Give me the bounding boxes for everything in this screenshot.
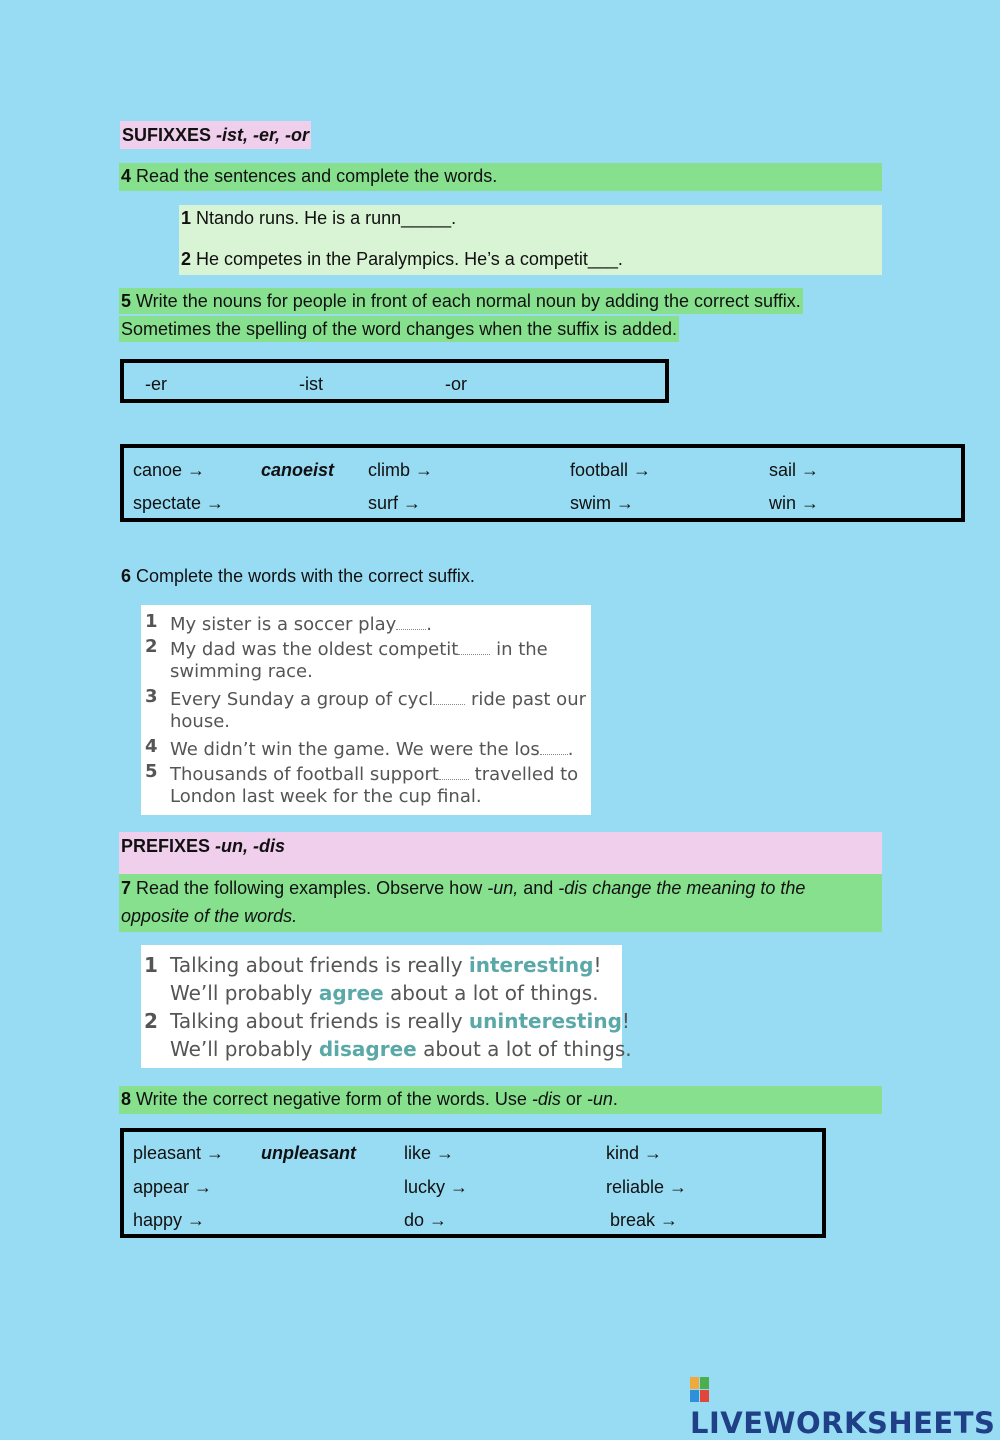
suffix-word-bank <box>120 359 669 403</box>
sentence-2-number: 2 <box>181 249 192 269</box>
suffix-title-bold: SUFIXXES <box>122 125 212 145</box>
exercise-4-instruction <box>119 163 882 191</box>
liveworksheets-logo-text: LIVEWORKSHEETS <box>690 1406 996 1440</box>
example-2-number: 2 <box>144 1009 158 1033</box>
word-do: do → <box>404 1210 448 1230</box>
word-break: break → <box>610 1210 679 1230</box>
prefix-section-title <box>119 832 882 874</box>
exercise-8-instruction: 8 Write the correct negative form of the words. Use -dis or -un. <box>119 1086 882 1114</box>
exercise-5-instruction-line-1 <box>119 288 803 314</box>
example-2-line-1: Talking about friends is really uninteresting! <box>170 1009 630 1033</box>
item-3-number: 3 <box>145 686 158 707</box>
example-2-line-2: We’ll probably disagree about a lot of things. <box>170 1037 632 1061</box>
sentence-1-number: 1 <box>181 208 192 228</box>
item-5-line: Thousands of football support travelled to <box>170 761 578 785</box>
suffix-title-italic: -ist, -er, -or <box>211 125 310 145</box>
sentence-1-text[interactable]: Ntando runs. He is a runn_____. <box>191 208 457 228</box>
word-kind: kind → <box>606 1143 663 1163</box>
suffix-er: -er <box>145 374 167 394</box>
prefix-title-bold: PREFIXES <box>121 836 211 856</box>
answer-canoeist: canoeist <box>261 460 335 480</box>
item-2-line: My dad was the oldest competit in the <box>170 636 548 660</box>
liveworksheets-logo <box>690 1372 1000 1440</box>
word-appear: appear → <box>133 1177 213 1197</box>
word-agree: agree <box>318 981 384 1005</box>
exercise-4-sentence-2 <box>181 247 623 271</box>
word-uninteresting: uninteresting <box>468 1009 622 1033</box>
item-4-line: We didn’t win the game. We were the los . <box>170 736 573 760</box>
item-4-number: 4 <box>145 736 158 757</box>
suffix-or: -or <box>445 374 467 394</box>
exercise-4-text: Read the sentences and complete the words. <box>131 166 498 186</box>
word-canoe: canoe → <box>133 460 206 480</box>
item-2-number: 2 <box>145 636 158 657</box>
example-1-line-2: We’ll probably agree about a lot of things. <box>170 981 599 1005</box>
word-swim: swim → <box>570 493 634 513</box>
exercise-5-text-2: Sometimes the spelling of the word changes when the suffix is added. <box>121 319 677 339</box>
item-2-line-2: swimming race. <box>170 661 313 682</box>
exercise-4-sentences <box>179 205 882 275</box>
suffix-ist: -ist <box>299 374 323 394</box>
word-surf: surf → <box>368 493 422 513</box>
word-interesting: interesting <box>468 953 594 977</box>
word-spectate: spectate → <box>133 493 225 513</box>
sentence-2-text[interactable]: He competes in the Paralympics. He’s a competit___. <box>191 249 623 269</box>
blank-5[interactable] <box>439 761 469 780</box>
exercise-5-text: Write the nouns for people in front of each normal noun by adding the correct suffix. <box>131 291 801 311</box>
word-like: like → <box>404 1143 455 1163</box>
liveworksheets-logo-icon <box>690 1377 710 1403</box>
exercise-5-number: 5 <box>121 291 132 311</box>
exercise-5-instruction-line-2 <box>119 316 679 342</box>
item-5-number: 5 <box>145 761 158 782</box>
exercise-6-instruction <box>121 564 475 588</box>
word-happy: happy → <box>133 1210 206 1230</box>
word-football: football → <box>570 460 652 480</box>
exercise-7-card <box>141 945 632 1068</box>
prefix-title-italic: -un, -dis <box>210 836 286 856</box>
exercise-4-sentence-1 <box>181 206 456 230</box>
blank-3[interactable] <box>433 686 465 705</box>
exercise-6-number: 6 <box>121 566 132 586</box>
exercise-4-number: 4 <box>121 166 132 186</box>
exercise-8-word-table <box>120 1128 826 1238</box>
exercise-6-card <box>141 605 591 815</box>
word-sail: sail → <box>769 460 820 480</box>
blank-2[interactable] <box>458 636 490 655</box>
exercise-8-number: 8 <box>121 1089 132 1109</box>
word-win: win → <box>769 493 820 513</box>
exercise-7-number: 7 <box>121 878 132 898</box>
item-1-line: My sister is a soccer play . <box>170 611 432 635</box>
item-3-line: Every Sunday a group of cycl ride past our <box>170 686 586 710</box>
example-1-line-1: Talking about friends is really interesting! <box>170 953 602 977</box>
exercise-5-word-table <box>120 444 965 522</box>
word-reliable: reliable → <box>606 1177 688 1197</box>
word-lucky: lucky → <box>404 1177 469 1197</box>
suffix-section-title <box>120 121 311 149</box>
answer-unpleasant: unpleasant <box>261 1143 357 1163</box>
exercise-7-text-2: opposite of the words. <box>121 906 298 926</box>
item-3-line-2: house. <box>170 711 231 732</box>
exercise-6-text: Complete the words with the correct suffix. <box>131 566 475 586</box>
word-pleasant: pleasant → <box>133 1143 225 1163</box>
word-climb: climb → <box>368 460 434 480</box>
item-5-line-2: London last week for the cup final. <box>170 786 482 807</box>
word-disagree: disagree <box>318 1037 417 1061</box>
item-1-number: 1 <box>145 611 158 632</box>
blank-1[interactable] <box>396 611 426 630</box>
example-1-number: 1 <box>144 953 158 977</box>
blank-4[interactable] <box>540 736 568 755</box>
exercise-7-instruction: 7 Read the following examples. Observe how -un, and -dis change the meaning to the opposite of the words. <box>119 874 882 932</box>
